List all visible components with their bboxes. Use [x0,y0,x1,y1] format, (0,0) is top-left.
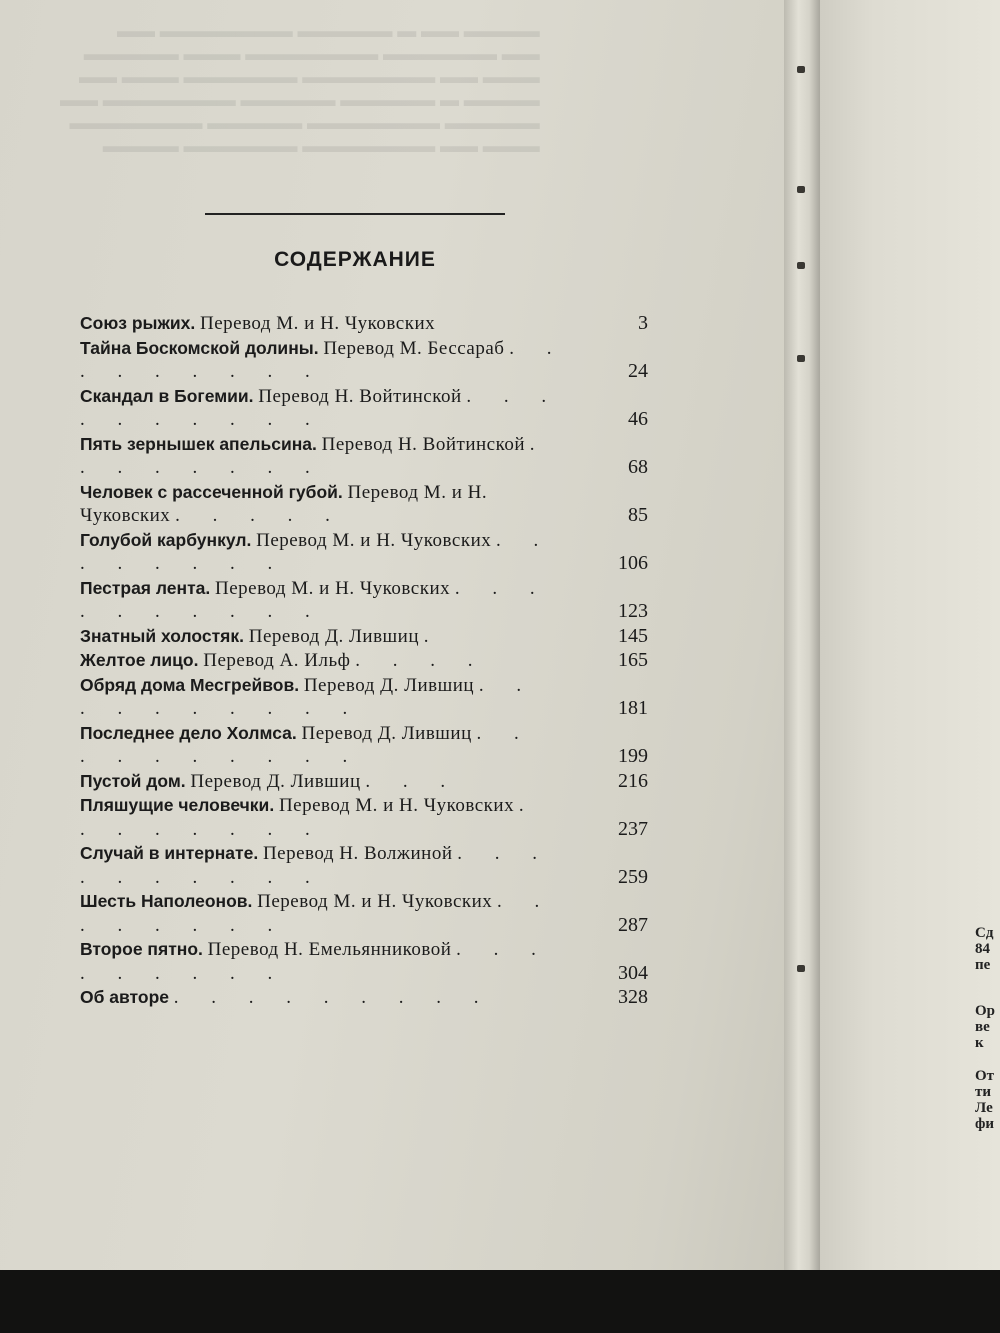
dot-leader: . . . . . . . . [80,891,554,936]
toc-entry [80,842,660,889]
toc-entry [80,794,660,841]
dot-leader: . . . . . . . . . . [80,722,533,767]
translator-credit: Перевод Н. Емельянниковой [207,939,452,960]
translator-credit: Перевод М. и Н. Чуковских [80,481,488,526]
dot-leader: . . . . [355,650,487,671]
story-title: Желтое лицо. [80,650,199,670]
toc-entry [80,986,660,1010]
page-number: 328 [618,986,648,1008]
toc-entry [80,481,660,528]
right-page [820,0,1000,1290]
toc-entry [80,385,660,432]
story-title: Знатный холостяк. [80,625,245,646]
page-number: 304 [618,961,648,984]
stitch-mark [797,262,805,269]
toc-entry-text [80,842,570,889]
translator-credit: Перевод М. и Н. Чуковских [214,577,451,599]
toc-entry-text [80,649,570,673]
toc-entry [80,577,660,624]
toc-entry-text [80,312,570,336]
story-title: Союз рыжих. [80,313,196,333]
page-number: 106 [618,552,648,574]
right-page-fragment: От ти Ле фи [975,1068,995,1132]
page-number: 259 [618,865,648,888]
toc-entry-text [80,722,570,769]
page-number: 85 [628,504,648,526]
toc-entry [80,722,660,769]
page-number: 24 [628,360,648,382]
dot-leader: . . . . . . . . [80,529,553,574]
translator-credit: Перевод Д. Лившиц [301,722,472,744]
table-of-contents [80,312,660,1011]
stitch-mark [797,186,805,193]
story-title: Шесть Наполеонов. [80,891,253,911]
story-title: Об авторе [80,987,169,1007]
translator-credit: Перевод М. и Н. Чуковских [278,795,515,816]
page-title: СОДЕРЖАНИЕ [274,248,436,271]
toc-entry [80,938,660,985]
stitch-mark [797,355,805,362]
dot-leader: . . . . . . . . . . [80,674,536,719]
dot-leader: . [423,625,443,647]
toc-entry-text [80,433,570,480]
translator-credit: Перевод Д. Лившиц [303,674,475,696]
story-title: Пляшущие человечки. [80,795,275,815]
dot-leader: . . . . . . . . [80,795,538,840]
story-title: Случай в интернате. [80,843,259,863]
translator-credit: Перевод А. Ильф [203,650,351,671]
story-title: Человек с рассеченной губой. [80,481,343,502]
page-number: 145 [618,624,648,647]
translator-credit: Перевод М. Бессараб [323,337,505,359]
translator-credit: Перевод Н. Войтинской [258,385,462,407]
translator-credit: Перевод Н. Войтинской [321,433,526,455]
toc-entry [80,890,660,937]
story-title: Обряд дома Месгрейвов. [80,674,300,695]
stitch-mark [797,66,805,73]
right-page-fragment: Ор ве к [975,1003,996,1051]
toc-entry-text [80,986,570,1010]
background-surface [0,1270,1000,1333]
dot-leader: . . . . . . . . . . [80,843,551,888]
toc-entry [80,625,660,649]
dot-leader: . . . . . [175,505,344,526]
toc-entry [80,674,660,721]
story-title: Пустой дом. [80,770,186,791]
page-number: 237 [618,817,648,840]
toc-entry [80,433,660,480]
dot-leader: . . . . . . . . . . [80,385,561,430]
story-title: Голубой карбункул. [80,529,252,550]
toc-entry-text [80,337,570,384]
translator-credit: Перевод М. и Н. Чуковских [257,891,493,912]
toc-entry [80,770,660,794]
toc-entry-text [80,529,570,576]
story-title: Пять зернышек апельсина. [80,433,317,454]
translator-credit: Перевод Н. Волжиной [262,843,453,864]
translator-credit: Перевод Д. Лившиц [248,625,420,647]
dot-leader: . . . . . . . . . . [80,577,549,622]
toc-entry [80,649,660,673]
toc-entry [80,529,660,576]
page-number: 165 [618,649,648,671]
story-title: Тайна Боскомской долины. [80,337,319,358]
dot-leader: . . . . . . . . . [80,337,566,382]
dot-leader: . . . . . . . . . [80,939,550,984]
toc-entry-text [80,770,570,794]
page-number: 3 [638,312,648,334]
toc-entry-text [80,794,570,841]
toc-entry-text [80,938,570,985]
dot-leader: . . . . . . . . [80,433,549,478]
toc-entry-text [80,674,570,721]
toc-entry-text [80,385,570,432]
page-number: 68 [628,456,648,478]
translator-credit: Перевод М. и Н. Чуковских [256,529,492,551]
toc-entry [80,312,660,336]
story-title: Скандал в Богемии. [80,385,254,406]
toc-entry [80,337,660,384]
toc-entry-text [80,890,570,937]
title-rule [205,213,505,215]
page-number: 216 [618,769,648,792]
toc-entry-text [80,577,570,624]
page-number: 199 [618,745,648,767]
toc-entry-text [80,481,570,528]
story-title: Последнее дело Холмса. [80,722,297,743]
toc-entry-text [80,625,570,649]
page-number: 287 [618,913,648,936]
story-title: Пестрая лента. [80,577,211,598]
story-title: Второе пятно. [80,939,203,959]
translator-credit: Перевод Д. Лившиц [190,770,361,792]
page-number: 46 [628,408,648,430]
stitch-mark [797,965,805,972]
dot-leader: . . . [365,770,460,792]
page-number: 123 [618,600,648,622]
page-number: 181 [618,697,648,719]
dot-leader: . . . . . . . . . [173,987,493,1008]
right-page-fragment: Сд 84 пе [975,925,994,973]
translator-credit: Перевод М. и Н. Чуковских [199,313,436,334]
